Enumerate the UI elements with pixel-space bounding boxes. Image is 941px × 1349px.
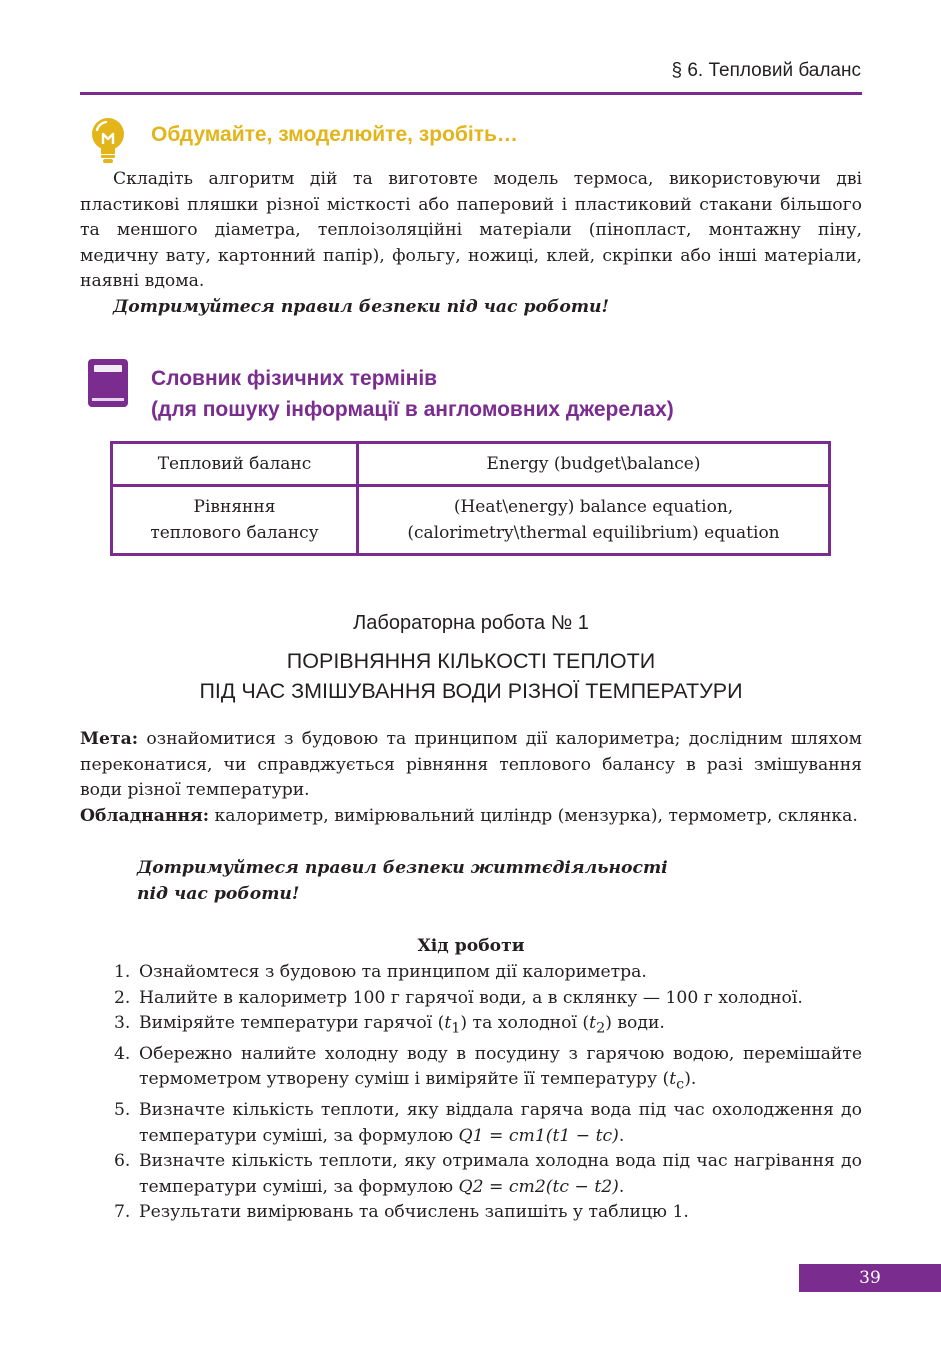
goal-text: ознайомитися з будовою та принципом дії калориметра; дослідним шляхом переконатися, чи справджується рівняння теплового балансу в разі змішування води різної температури. bbox=[80, 729, 862, 800]
equipment-label: Обладнання: bbox=[80, 805, 210, 826]
variable: t bbox=[669, 1069, 677, 1090]
list-item bbox=[80, 960, 862, 986]
lab-title-line2: ПІД ЧАС ЗМІШУВАННЯ ВОДИ РІЗНОЇ ТЕМПЕРАТУРИ bbox=[199, 679, 743, 703]
think-block-title: Обдумайте, змоделюйте, зробіть… bbox=[151, 123, 518, 146]
header-divider bbox=[80, 92, 862, 95]
step-number: 4. bbox=[114, 1043, 131, 1064]
step-number: 6. bbox=[114, 1151, 131, 1172]
subscript: c bbox=[676, 1076, 685, 1093]
step-text: ) води. bbox=[605, 1013, 665, 1033]
equipment-text: калориметр, вимірювальний циліндр (мензурка), термометр, склянка. bbox=[214, 805, 858, 826]
glossary-title bbox=[151, 363, 674, 425]
formula: Q1 = cm1(t1 − tc) bbox=[458, 1125, 619, 1146]
lightbulb-icon bbox=[86, 114, 130, 166]
step-text: Результати вимірювань та обчислень запишіть у таблицю 1. bbox=[139, 1202, 689, 1223]
page-number: 39 bbox=[799, 1264, 941, 1292]
term-line: теплового балансу bbox=[150, 523, 319, 543]
variable: t bbox=[444, 1013, 452, 1033]
step-text: Виміряйте температури гарячої ( bbox=[139, 1013, 445, 1033]
think-block-text: Складіть алгоритм дій та виготовте модель термоса, використовуючи дві пластикові пляшки різної місткості або паперовий і пластиковий стакани більшого та меншого діаметра, теплоізоляційні матеріали (пінопласт, монтажну піну, медичну вату, картонний папір), фольгу, ножиці, клей, скріпки або інші матеріали, наявні вдома. bbox=[80, 169, 862, 291]
goal-label: Мета: bbox=[80, 729, 139, 749]
lab-warning bbox=[137, 856, 668, 907]
list-item bbox=[80, 1042, 862, 1098]
step-text: Налийте в калориметр 100 г гарячої води, а в склянку — 100 г холодної. bbox=[139, 987, 803, 1008]
book-icon bbox=[87, 358, 129, 408]
lab-warning-line1: Дотримуйтеся правил безпеки життєдіяльності bbox=[137, 858, 668, 878]
step-text: Визначте кількість теплоти, яку віддала гаряча вода під час охолодження до температури суміші, за формулою bbox=[139, 1100, 862, 1146]
list-item bbox=[80, 1098, 862, 1149]
lab-title-line1: ПОРІВНЯННЯ КІЛЬКОСТІ ТЕПЛОТИ bbox=[286, 649, 656, 673]
step-text: . bbox=[618, 1125, 625, 1146]
list-item bbox=[80, 986, 862, 1012]
term-cell bbox=[112, 486, 358, 555]
lab-subtitle: Лабораторна робота № 1 bbox=[353, 612, 589, 634]
step-number: 5. bbox=[114, 1100, 131, 1121]
subscript: 1 bbox=[451, 1020, 461, 1037]
step-number: 2. bbox=[114, 987, 131, 1008]
step-text: Обережно налийте холодну воду в посудину з гарячою водою, перемішайте термометром утворену суміш і виміряйте її температуру ( bbox=[139, 1043, 862, 1090]
subscript: 2 bbox=[596, 1020, 606, 1037]
term-line: Рівняння bbox=[193, 497, 276, 517]
procedure-title: Хід роботи bbox=[417, 936, 525, 956]
list-item bbox=[80, 1149, 862, 1200]
step-text: . bbox=[618, 1176, 625, 1197]
step-number: 1. bbox=[114, 962, 131, 982]
english-cell: Energy (budget\balance) bbox=[358, 443, 830, 486]
lab-title bbox=[80, 646, 862, 706]
step-text: ) та холодної ( bbox=[460, 1013, 590, 1033]
step-number: 3. bbox=[114, 1013, 131, 1033]
think-block-body bbox=[80, 167, 862, 320]
lab-warning-line2: під час роботи! bbox=[137, 883, 300, 904]
table-row bbox=[112, 443, 830, 486]
english-line: (Heat\energy) balance equation, bbox=[453, 497, 734, 517]
procedure-steps bbox=[80, 960, 862, 1226]
lab-intro bbox=[80, 727, 862, 829]
goal-paragraph bbox=[80, 727, 862, 804]
table-row bbox=[112, 486, 830, 555]
english-cell bbox=[358, 486, 830, 555]
list-item bbox=[80, 1200, 862, 1226]
term-cell: Тепловий баланс bbox=[112, 443, 358, 486]
list-item bbox=[80, 1011, 862, 1042]
variable: t bbox=[589, 1013, 597, 1033]
english-line: (calorimetry\thermal equilibrium) equation bbox=[407, 523, 780, 543]
glossary-table bbox=[110, 441, 831, 556]
step-text: Визначте кількість теплоти, яку отримала холодна вода під час нагрівання до температури суміші, за формулою bbox=[139, 1151, 862, 1197]
glossary-title-line2: (для пошуку інформації в англомовних джерелах) bbox=[151, 398, 674, 421]
think-block-warning: Дотримуйтеся правил безпеки під час роботи! bbox=[113, 296, 610, 317]
running-header: § 6. Тепловий баланс bbox=[671, 60, 861, 81]
step-text: Ознайомтеся з будовою та принципом дії калориметра. bbox=[139, 962, 647, 982]
equipment-paragraph bbox=[80, 804, 862, 830]
glossary-title-line1: Словник фізичних термінів bbox=[151, 367, 438, 390]
formula: Q2 = cm2(tc − t2) bbox=[458, 1176, 619, 1197]
step-number: 7. bbox=[114, 1202, 131, 1223]
step-text: ). bbox=[684, 1069, 697, 1090]
